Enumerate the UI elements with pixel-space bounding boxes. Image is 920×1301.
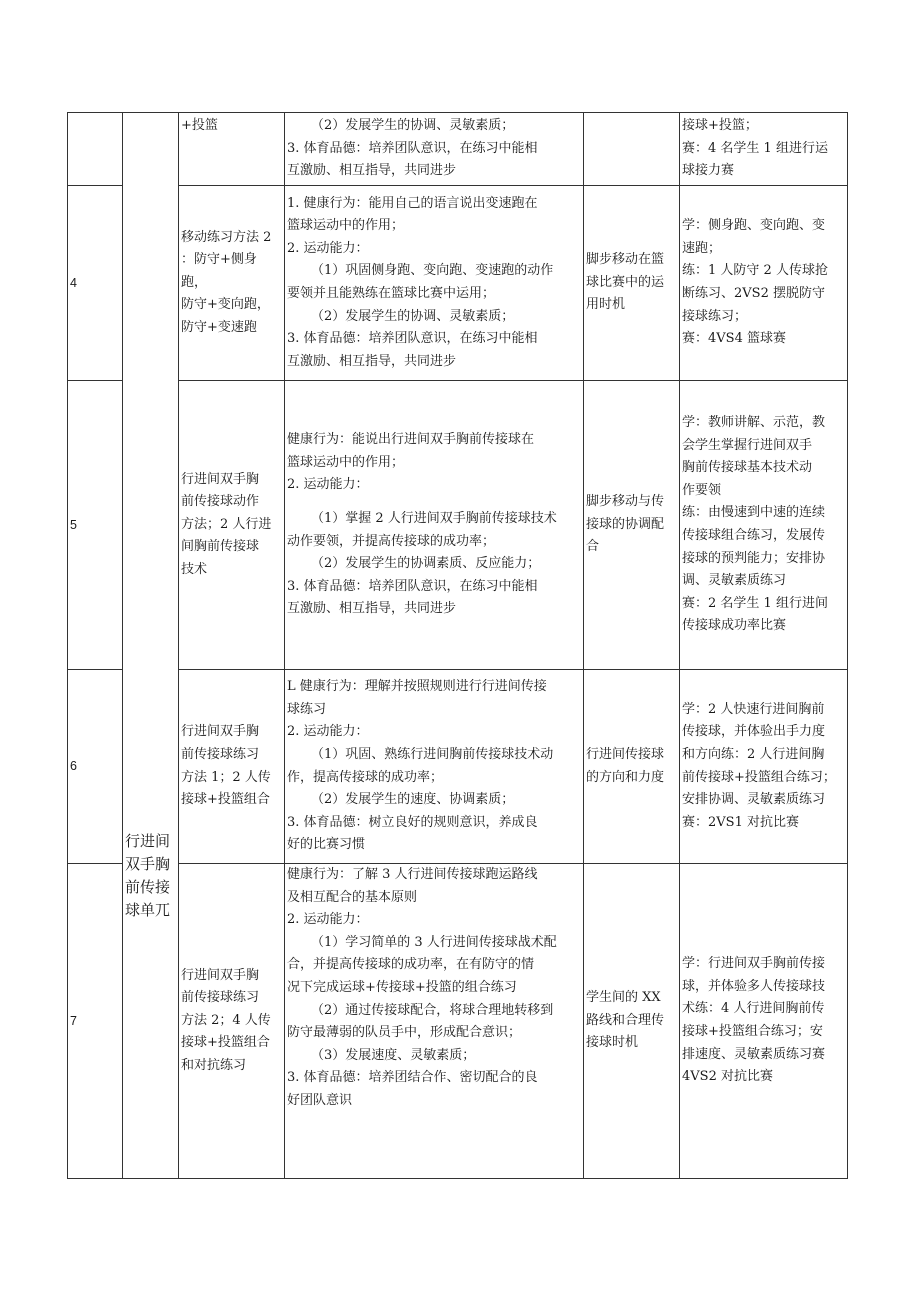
method-line: 安排协调、灵敏素质练习 bbox=[682, 792, 826, 808]
objective-line: （3）发展速度、灵敏素质； bbox=[311, 1047, 476, 1063]
objective-line: 3. 体育品德：培养团队意识，在练习中能相 bbox=[287, 331, 538, 347]
table-row bbox=[68, 864, 848, 1179]
objective-line: 及相互配合的基本原则 bbox=[287, 889, 418, 905]
content-line: 接球+投篮组合 bbox=[181, 1035, 270, 1051]
method-line: 作要领 bbox=[682, 482, 722, 498]
method-line: 术练：4 人行进间胸前传 bbox=[682, 1001, 825, 1017]
table-row bbox=[68, 670, 848, 864]
difficulty-line: 脚步移动在篮 bbox=[586, 252, 665, 268]
objective-line: 篮球运动中的作用； bbox=[287, 218, 405, 234]
lesson-number: 7 bbox=[70, 1013, 77, 1028]
difficulty-cell bbox=[584, 381, 680, 670]
content-cell bbox=[179, 113, 285, 186]
content-line: 前传接球练习 bbox=[181, 746, 260, 762]
objective-line: 2. 运动能力： bbox=[287, 912, 369, 928]
objective-line: 3. 体育品德：树立良好的规则意识，养成良 bbox=[287, 814, 538, 830]
objective-line bbox=[287, 497, 581, 508]
objectives-cell bbox=[285, 670, 584, 864]
objective-line: （1）巩固侧身跑、变向跑、变速跑的动作 bbox=[311, 263, 554, 279]
method-line: 学：行进间双手胸前传接 bbox=[682, 956, 826, 972]
content-line: +投篮 bbox=[181, 118, 218, 133]
methods-cell bbox=[680, 381, 848, 670]
method-line: 赛：4 名学生 1 组进行运 bbox=[682, 140, 828, 156]
method-line: 胸前传接球基本技术动 bbox=[682, 460, 813, 476]
method-line: 断练习、2VS2 摆脱防守 bbox=[682, 286, 825, 301]
method-line: 赛：2VS1 对抗比赛 bbox=[682, 814, 799, 830]
objective-line: 作，提高传接球的成功率； bbox=[287, 769, 444, 785]
difficulty-line: 用时机 bbox=[586, 297, 626, 313]
difficulty-line: 合 bbox=[586, 539, 600, 555]
objectives-cell bbox=[285, 381, 584, 670]
objective-line: 动作要领，并提高传接球的成功率； bbox=[287, 533, 496, 549]
content-line: 方法；2 人行进 bbox=[181, 516, 272, 532]
unit-line: 双手胸 bbox=[125, 854, 171, 873]
content-line: 行进间双手胸 bbox=[181, 471, 260, 487]
difficulty-line: 行进间传接球 bbox=[586, 746, 665, 762]
objective-line: L 健康行为：理解并按照规则进行行进间传接 bbox=[287, 679, 547, 695]
difficulty-cell bbox=[584, 186, 680, 381]
unit-line: 行进间 bbox=[125, 831, 171, 850]
lesson-number-cell bbox=[68, 670, 123, 864]
content-line: 行进间双手胸 bbox=[181, 724, 260, 740]
objective-line: 防守最薄弱的队员手中，形成配合意识； bbox=[287, 1025, 522, 1041]
difficulty-line: 接球时机 bbox=[586, 1035, 639, 1051]
method-line: 球接力赛 bbox=[682, 163, 735, 179]
objective-line: 好的比赛习惯 bbox=[287, 837, 366, 853]
method-line: 接球练习； bbox=[682, 308, 748, 324]
objective-line: 况下完成运球+传接球+投篮的组合练习 bbox=[287, 979, 517, 995]
objective-line: 球练习 bbox=[287, 701, 327, 717]
content-line: 间胸前传接球 bbox=[181, 539, 260, 555]
lesson-number-cell bbox=[68, 113, 123, 186]
content-cell bbox=[179, 186, 285, 381]
method-line: 接球+投篮组合练习；安 bbox=[682, 1024, 823, 1039]
objective-line: （1）掌握 2 人行进间双手胸前传接球技术 bbox=[311, 510, 557, 526]
difficulty-line: 接球的协调配 bbox=[586, 516, 665, 532]
objective-line: 1. 健康行为：能用自己的语言说出变速跑在 bbox=[287, 195, 538, 211]
unit-line: 球单兀 bbox=[125, 900, 171, 919]
content-line: 前传接球练习 bbox=[181, 990, 260, 1006]
content-line: 防守+变向跑， bbox=[181, 297, 270, 313]
method-line: 学：2 人快速行进间胸前 bbox=[682, 701, 825, 717]
objective-line: （2）发展学生的速度、协调素质； bbox=[311, 792, 515, 808]
content-line: 防守+变速跑 bbox=[181, 319, 257, 335]
objective-line: （1）学习简单的 3 人行进间传接球战术配 bbox=[311, 934, 557, 950]
method-line: 球，并体验多人传接球技 bbox=[682, 978, 826, 994]
methods-cell bbox=[680, 670, 848, 864]
content-cell bbox=[179, 670, 285, 864]
objective-line: 健康行为：能说出行进间双手胸前传接球在 bbox=[287, 432, 535, 448]
unit-cell bbox=[123, 113, 179, 1179]
objectives-cell bbox=[285, 113, 584, 186]
objective-line: （2）发展学生的协调、灵敏素质； bbox=[311, 118, 515, 134]
lesson-number: 4 bbox=[70, 275, 77, 290]
objective-line: 篮球运动中的作用； bbox=[287, 454, 405, 470]
method-line: 速跑； bbox=[682, 240, 722, 256]
objective-line: 2. 运动能力： bbox=[287, 240, 369, 256]
objective-line: 合，并提高传接球的成功率，在有防守的情 bbox=[287, 957, 535, 973]
methods-cell bbox=[680, 186, 848, 381]
lesson-number-cell bbox=[68, 381, 123, 670]
objective-line: 好团队意识 bbox=[287, 1092, 353, 1108]
content-line: 方法 1；2 人传 bbox=[181, 769, 271, 785]
lesson-plan-table bbox=[67, 112, 848, 1179]
content-line: 前传接球动作 bbox=[181, 494, 260, 510]
method-line: 排速度、灵敏素质练习赛 bbox=[682, 1046, 826, 1062]
lesson-number-cell bbox=[68, 186, 123, 381]
objective-line: 3. 体育品德：培养团结合作、密切配合的良 bbox=[287, 1070, 538, 1086]
objective-line: 互激励、相互指导，共同进步 bbox=[287, 353, 457, 369]
method-line: 赛：2 名学生 1 组行进间 bbox=[682, 595, 828, 611]
content-line: 和对抗练习 bbox=[181, 1057, 247, 1073]
objective-line: （2）发展学生的协调素质、反应能力； bbox=[311, 556, 541, 572]
methods-cell bbox=[680, 864, 848, 1179]
method-line: 练：由慢速到中速的连续 bbox=[682, 505, 826, 521]
objective-line: 3. 体育品德：培养团队意识，在练习中能相 bbox=[287, 140, 538, 156]
content-line: 方法 2；4 人传 bbox=[181, 1012, 271, 1028]
table-row bbox=[68, 381, 848, 670]
method-line: 和方向练：2 人行进间胸 bbox=[682, 746, 825, 762]
difficulty-cell bbox=[584, 113, 680, 186]
methods-cell bbox=[680, 113, 848, 186]
method-line: 学：侧身跑、变向跑、变 bbox=[682, 218, 826, 234]
content-line: 行进间双手胸 bbox=[181, 967, 260, 983]
lesson-number: 5 bbox=[70, 517, 77, 532]
objective-line: 要领并且能熟练在篮球比赛中运用； bbox=[287, 286, 496, 301]
lesson-number-cell bbox=[68, 864, 123, 1179]
objective-line: （2）通过传接球配合，将球合理地转移到 bbox=[311, 1002, 554, 1018]
method-line: 学：教师讲解、示范，教 bbox=[682, 415, 826, 431]
lesson-number: 6 bbox=[70, 759, 77, 774]
method-line: 接球的预判能力；安排协 bbox=[682, 550, 826, 566]
content-line: 接球+投篮组合 bbox=[181, 792, 270, 808]
objective-line: 2. 运动能力： bbox=[287, 724, 369, 740]
method-line: 赛：4VS4 篮球赛 bbox=[682, 331, 786, 347]
content-cell bbox=[179, 864, 285, 1179]
difficulty-line: 的方向和力度 bbox=[586, 769, 665, 785]
method-line: 调、灵敏素质练习 bbox=[682, 573, 787, 589]
content-cell bbox=[179, 381, 285, 670]
method-line: 会学生掌握行进间双手 bbox=[682, 437, 813, 453]
method-line: 传接球组合练习，发展传 bbox=[682, 528, 826, 543]
method-line: 练：1 人防守 2 人传球抢 bbox=[682, 263, 828, 279]
objective-line: （1）巩固、熟练行进间胸前传接球技术动 bbox=[311, 746, 554, 762]
difficulty-line: 学生间的 XX bbox=[586, 990, 661, 1006]
objectives-cell bbox=[285, 186, 584, 381]
objective-line: （2）发展学生的协调、灵敏素质； bbox=[311, 308, 515, 324]
objective-line: 3. 体育品德：培养团队意识，在练习中能相 bbox=[287, 578, 538, 594]
difficulty-line: 脚步移动与传 bbox=[586, 494, 665, 510]
content-line: 移动练习方法 2 bbox=[181, 229, 272, 245]
content-line: ：防守+侧身跑， bbox=[181, 252, 257, 290]
objective-line: 互激励、相互指导，共同进步 bbox=[287, 601, 457, 617]
objective-line: 2. 运动能力： bbox=[287, 477, 369, 493]
method-line: 4VS2 对抗比赛 bbox=[682, 1069, 773, 1085]
objective-line: 互激励、相互指导，共同进步 bbox=[287, 163, 457, 179]
objectives-cell bbox=[285, 864, 584, 1179]
method-line: 传接球，并体验出手力度 bbox=[682, 724, 826, 740]
table-row bbox=[68, 113, 848, 186]
method-line: 接球+投篮； bbox=[682, 118, 758, 134]
content-line: 技术 bbox=[181, 561, 208, 577]
difficulty-cell bbox=[584, 670, 680, 864]
method-line: 传接球成功率比赛 bbox=[682, 618, 787, 634]
table-row bbox=[68, 186, 848, 381]
difficulty-line: 球比赛中的运 bbox=[586, 274, 665, 290]
difficulty-cell bbox=[584, 864, 680, 1179]
method-line: 前传接球+投篮组合练习； bbox=[682, 769, 836, 785]
difficulty-line: 路线和合理传 bbox=[586, 1012, 665, 1028]
unit-line: 前传接 bbox=[125, 877, 171, 896]
objective-line: 健康行为：了解 3 人行进间传接球跑运路线 bbox=[287, 867, 538, 882]
